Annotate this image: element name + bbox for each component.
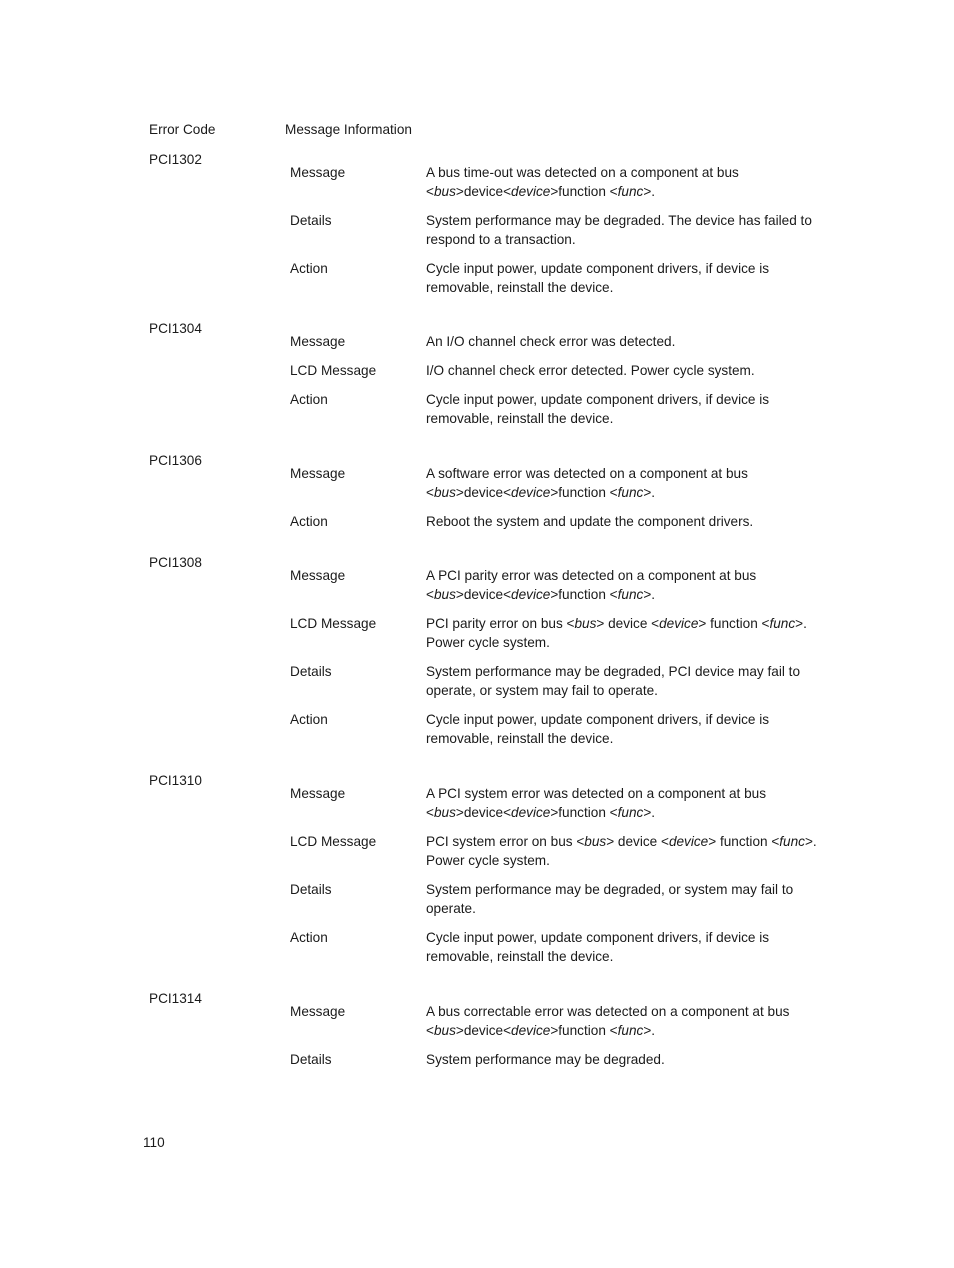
row-text: System performance may be degraded. The device has failed to respond to a transaction.	[426, 213, 812, 247]
device-variable: device	[668, 834, 709, 849]
row-text: A bus correctable error was detected on a component at bus <bus>device<device>function <func>.	[426, 1004, 790, 1038]
func-variable: func	[779, 834, 805, 849]
row-text: A PCI parity error was detected on a component at bus <bus>device<device>function <func>.	[426, 568, 757, 602]
row-label: LCD Message	[290, 834, 377, 849]
row-text: Cycle input power, update component drivers, if device is removable, reinstall the device.	[426, 930, 770, 964]
func-variable: func	[617, 184, 644, 199]
row-label: LCD Message	[290, 363, 377, 378]
device-variable: device	[659, 616, 699, 631]
row-label: Details	[290, 664, 332, 679]
bus-variable: bus	[433, 587, 456, 602]
row-text: Cycle input power, update component drivers, if device is removable, reinstall the device.	[426, 261, 770, 295]
row-text: System performance may be degraded.	[426, 1052, 665, 1067]
page-number: 110	[143, 1135, 165, 1150]
row-text: PCI system error on bus <bus> device <device> function <func>. Power cycle system.	[426, 834, 817, 868]
message-information	[290, 464, 850, 541]
func-variable: func	[769, 616, 796, 631]
info-row	[290, 1002, 850, 1040]
row-label: Action	[290, 712, 328, 727]
header-message-information: Message Information	[285, 122, 412, 137]
info-row	[290, 390, 850, 428]
row-label: Message	[290, 334, 346, 349]
error-code: PCI1306	[149, 453, 202, 468]
bus-variable: bus	[433, 485, 456, 500]
info-row	[290, 259, 850, 297]
error-code: PCI1304	[149, 321, 202, 336]
message-information	[290, 784, 850, 976]
message-information	[290, 332, 850, 438]
row-label: Action	[290, 261, 328, 276]
row-text: System performance may be degraded, or system may fail to operate.	[426, 882, 794, 916]
device-variable: device	[511, 1023, 551, 1038]
device-variable: device	[511, 485, 551, 500]
device-variable: device	[511, 184, 551, 199]
message-information	[290, 1002, 850, 1079]
row-text: A bus time-out was detected on a component at bus <bus>device<device>function <func>.	[426, 165, 739, 199]
info-row	[290, 464, 850, 502]
row-label: Message	[290, 165, 346, 180]
info-row	[290, 832, 850, 870]
row-label: Details	[290, 1052, 332, 1067]
info-row	[290, 662, 850, 700]
bus-variable: bus	[433, 805, 456, 820]
row-label: Action	[290, 392, 328, 407]
info-row	[290, 332, 850, 351]
bus-variable: bus	[574, 616, 597, 631]
info-row	[290, 614, 850, 652]
row-label: Details	[290, 213, 332, 228]
row-label: Message	[290, 786, 346, 801]
bus-variable: bus	[433, 184, 456, 199]
table-header	[149, 120, 854, 140]
info-row	[290, 710, 850, 748]
error-code: PCI1308	[149, 555, 202, 570]
info-row	[290, 211, 850, 249]
message-information	[290, 163, 850, 307]
row-label: Message	[290, 466, 346, 481]
error-code: PCI1302	[149, 152, 202, 167]
row-label: Message	[290, 1004, 346, 1019]
row-text: A PCI system error was detected on a component at bus <bus>device<device>function <func>.	[426, 786, 767, 820]
row-label: Message	[290, 568, 346, 583]
func-variable: func	[617, 805, 644, 820]
row-text: An I/O channel check error was detected.	[426, 334, 676, 349]
row-text: System performance may be degraded, PCI device may fail to operate, or system may fail to operate.	[426, 664, 801, 698]
info-row	[290, 566, 850, 604]
bus-variable: bus	[584, 834, 607, 849]
info-row	[290, 361, 850, 380]
row-text: Reboot the system and update the component drivers.	[426, 514, 754, 529]
func-variable: func	[617, 587, 644, 602]
row-label: Action	[290, 930, 328, 945]
device-variable: device	[511, 587, 551, 602]
func-variable: func	[617, 485, 644, 500]
row-text: I/O channel check error detected. Power cycle system.	[426, 363, 755, 378]
row-text: Cycle input power, update component drivers, if device is removable, reinstall the device.	[426, 392, 770, 426]
info-row	[290, 163, 850, 201]
error-code: PCI1314	[149, 991, 202, 1006]
info-row	[290, 1050, 850, 1069]
row-label: LCD Message	[290, 616, 377, 631]
row-label: Action	[290, 514, 328, 529]
row-text: A software error was detected on a component at bus <bus>device<device>function <func>.	[426, 466, 748, 500]
info-row	[290, 928, 850, 966]
row-text: PCI parity error on bus <bus> device <device> function <func>. Power cycle system.	[426, 616, 807, 650]
header-error-code: Error Code	[149, 122, 216, 137]
info-row	[290, 784, 850, 822]
func-variable: func	[617, 1023, 644, 1038]
info-row	[290, 512, 850, 531]
row-text: Cycle input power, update component drivers, if device is removable, reinstall the device.	[426, 712, 770, 746]
row-label: Details	[290, 882, 332, 897]
error-code: PCI1310	[149, 773, 202, 788]
message-information	[290, 566, 850, 758]
device-variable: device	[511, 805, 551, 820]
bus-variable: bus	[433, 1023, 456, 1038]
info-row	[290, 880, 850, 918]
